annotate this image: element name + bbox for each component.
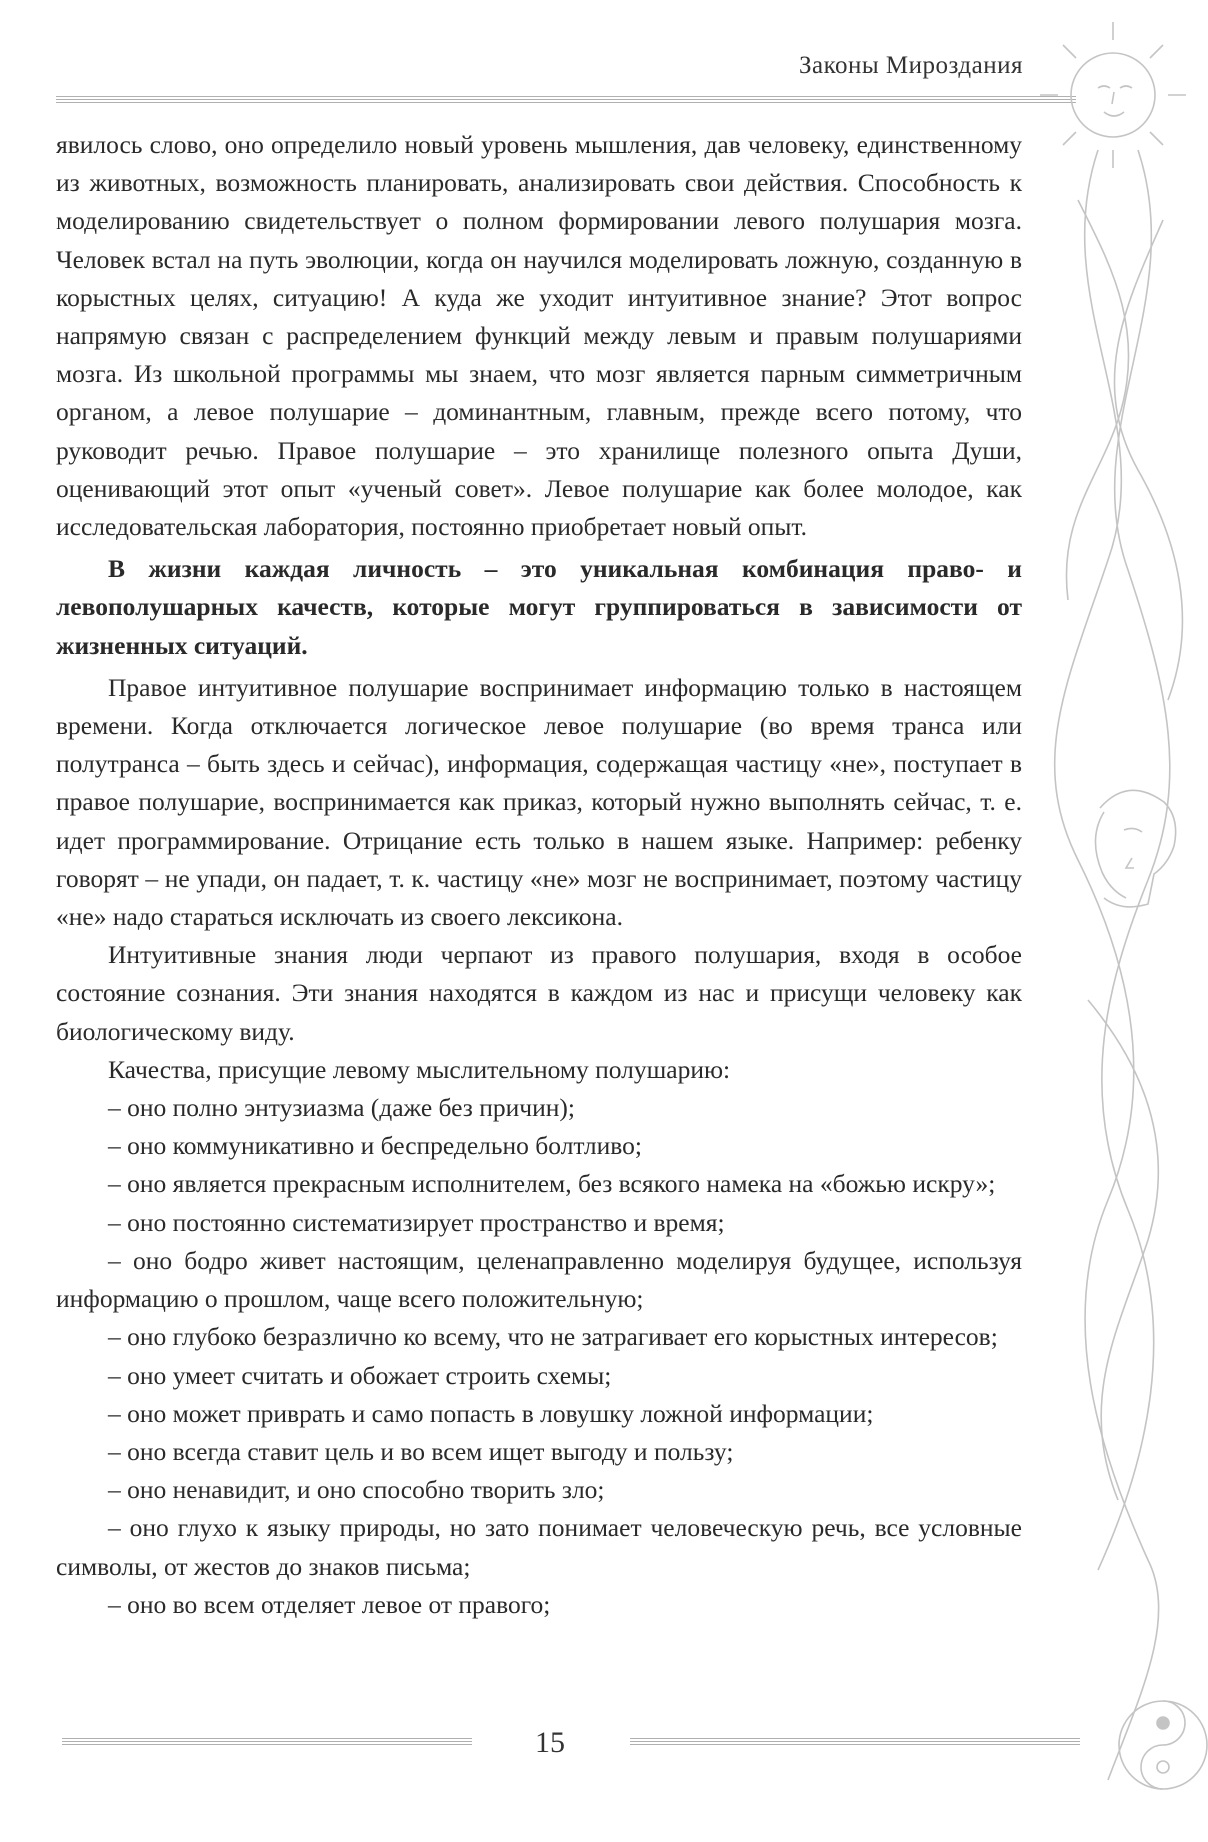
- paragraph: явилось слово, оно определило новый уровень мышления, дав человеку, единственному из животных, возможность планировать, анализировать свои действия. Способность к моделированию свидетельствует о полном формировании левого полушария мозга. Человек встал на путь эволюции, когда он научился моделировать ложную, созданную в корыстных целях, ситуацию! А куда же уходит интуитивное знание? Этот вопрос напрямую связан с распределением функций между левым и правым полушариями мозга. Из школьной программы мы знаем, что мозг является парным симметричным органом, а левое полушарие – доминантным, главным, прежде всего потому, что руководит речью. Правое полушарие – это хранилище полезного опыта Души, оценивающий этот опыт «ученый совет». Левое полушарие как более молодое, как исследовательская лаборатория, постоянно приобретает новый опыт.: [56, 130, 1022, 542]
- body-text: [56, 126, 1022, 1624]
- running-header: Законы Мироздания: [798, 52, 1023, 79]
- list-item: – оно во всем отделяет левое от правого;: [108, 1589, 551, 1619]
- list-item: – оно полно энтузиазма (даже без причин);: [108, 1093, 575, 1123]
- list-item: – оно коммуникативно и беспредельно болтливо;: [108, 1131, 643, 1161]
- paragraph: Интуитивные знания люди черпают из правого полушария, входя в особое состояние сознания. Эти знания находятся в каждом из нас и присущи человеку как биологическому виду.: [56, 940, 1022, 1046]
- bold-paragraph: В жизни каждая личность – это уникальная комбинация право- и левополушарных качеств, которые могут группироваться в зависимости от жизненных ситуаций.: [56, 554, 1022, 660]
- list-item: – оно является прекрасным исполнителем, без всякого намека на «божью искру»;: [108, 1169, 996, 1199]
- list-item: – оно умеет считать и обожает строить схемы;: [108, 1360, 612, 1390]
- face-profile-icon: [1095, 790, 1175, 907]
- list-item: – оно глубоко безразлично ко всему, что не затрагивает его корыстных интересов;: [108, 1322, 998, 1352]
- list-item: – оно может приврать и само попасть в ловушку ложной информации;: [108, 1398, 874, 1428]
- yin-yang-icon: [1119, 1701, 1207, 1789]
- footer-rule-left: [62, 1738, 472, 1747]
- header-rule: [56, 96, 1076, 105]
- sun-icon: [1040, 22, 1186, 168]
- list-item: – оно ненавидит, и оно способно творить зло;: [108, 1475, 605, 1505]
- list-intro: Качества, присущие левому мыслительному полушарию:: [108, 1054, 731, 1084]
- page-number: 15: [535, 1726, 565, 1759]
- list-item: – оно постоянно систематизирует пространство и время;: [108, 1207, 725, 1237]
- list-item: – оно бодро живет настоящим, целенаправленно моделируя будущее, используя информацию о прошлом, чаще всего положительную;: [56, 1245, 1022, 1314]
- list-item: – оно глухо к языку природы, но зато понимает человеческую речь, все условные символы, от жестов до знаков письма;: [56, 1513, 1022, 1581]
- list-item: – оно всегда ставит цель и во всем ищет выгоду и пользу;: [108, 1436, 734, 1466]
- decorative-border-illustration: [988, 0, 1208, 1842]
- paragraph: Правое интуитивное полушарие воспринимает информацию только в настоящем времени. Когда отключается логическое левое полушарие (во время транса или полутранса – быть здесь и сейчас), информация, содержащая частицу «не», поступает в правое полушарие, воспринимается как приказ, который нужно выполнять сейчас, т. е. идет программирование. Отрицание есть только в нашем языке. Например: ребенку говорят – не упади, он падает, т. к. частицу «не» мозг не воспринимает, поэтому частицу «не» надо стараться исключать из своего лексикона.: [56, 672, 1022, 932]
